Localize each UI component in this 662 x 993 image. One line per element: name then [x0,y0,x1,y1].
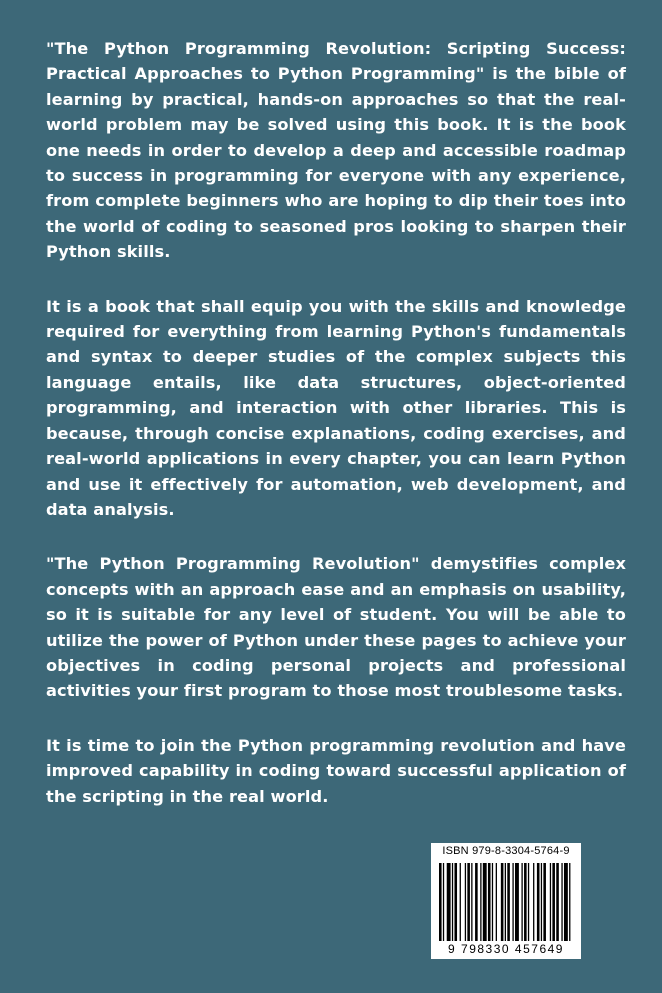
barcode-bar [501,863,504,941]
blurb-text [46,36,626,838]
blurb-paragraph-3: "The Python Programming Revolution" demystifies complex concepts with an approach ease and an emphasis on usability, so it is suitable for any level of student. You will be able to utilize the power of Python under these pages to achieve your objectives in coding personal projects and professional activities your first program to those most troublesome tasks. [46,554,626,701]
barcode-bar [460,863,461,941]
blurb-paragraph-4: It is time to join the Python programming revolution and have improved capability in coding toward successful application of the scripting in the real world. [46,735,626,806]
barcode-bar [454,863,457,941]
barcode-bar [467,863,470,941]
barcode-bar [569,863,570,941]
barcode-bar [465,863,466,941]
barcode-bar [561,863,562,941]
barcode-bars [439,863,573,941]
barcode-bar [541,863,542,941]
barcode-bar [521,863,522,941]
barcode-bar [552,863,555,941]
barcode-bar [496,863,497,941]
barcode-digits: 9 798330 457649 [448,942,564,956]
barcode-bar [550,863,551,941]
barcode-bar [564,863,568,941]
blurb-paragraph-2: It is a book that shall equip you with the skills and knowledge required for everything from learning Python's fundamentals and syntax to deeper studies of the complex subjects this language entails, like data structures, object-oriented programming, and interaction with other libraries. This is because, through concise explanations, coding exercises, and real-world applications in every chapter, you can learn Python and use it effectively for automation, web development, and data analysis. [46,296,626,519]
barcode-bar [505,863,506,941]
isbn-barcode [431,843,581,959]
barcode-bar [533,863,534,941]
barcode-bar [452,863,453,941]
barcode-bar [475,863,478,941]
isbn-label: ISBN 979-8-3304-5764-9 [442,845,570,857]
barcode-bar [471,863,472,941]
barcode-bar [447,863,451,941]
barcode-bar [528,863,529,941]
barcode-bar [507,863,510,941]
barcode-bar [443,863,444,941]
barcode-bar [512,863,513,941]
barcode-bar [480,863,481,941]
blurb-paragraph-1: "The Python Programming Revolution: Scripting Success: Practical Approaches to Python Programming" is the bible of learning by practical, hands-on approaches so that the real-world problem may be solved using this book. It is the book one needs in order to develop a deep and accessible roadmap to success in programming for everyone with any experience, from complete beginners who are hoping to dip their toes into the world of coding to seasoned pros looking to sharpen their Python skills. [46,39,626,262]
barcode-bar [543,863,546,941]
barcode-bar [556,863,559,941]
barcode-bar [537,863,540,941]
barcode-bar [492,863,493,941]
barcode-bar [483,863,487,941]
barcode-bar [515,863,519,941]
barcode-bar [488,863,491,941]
barcode-bar [439,863,442,941]
barcode-bar [524,863,527,941]
